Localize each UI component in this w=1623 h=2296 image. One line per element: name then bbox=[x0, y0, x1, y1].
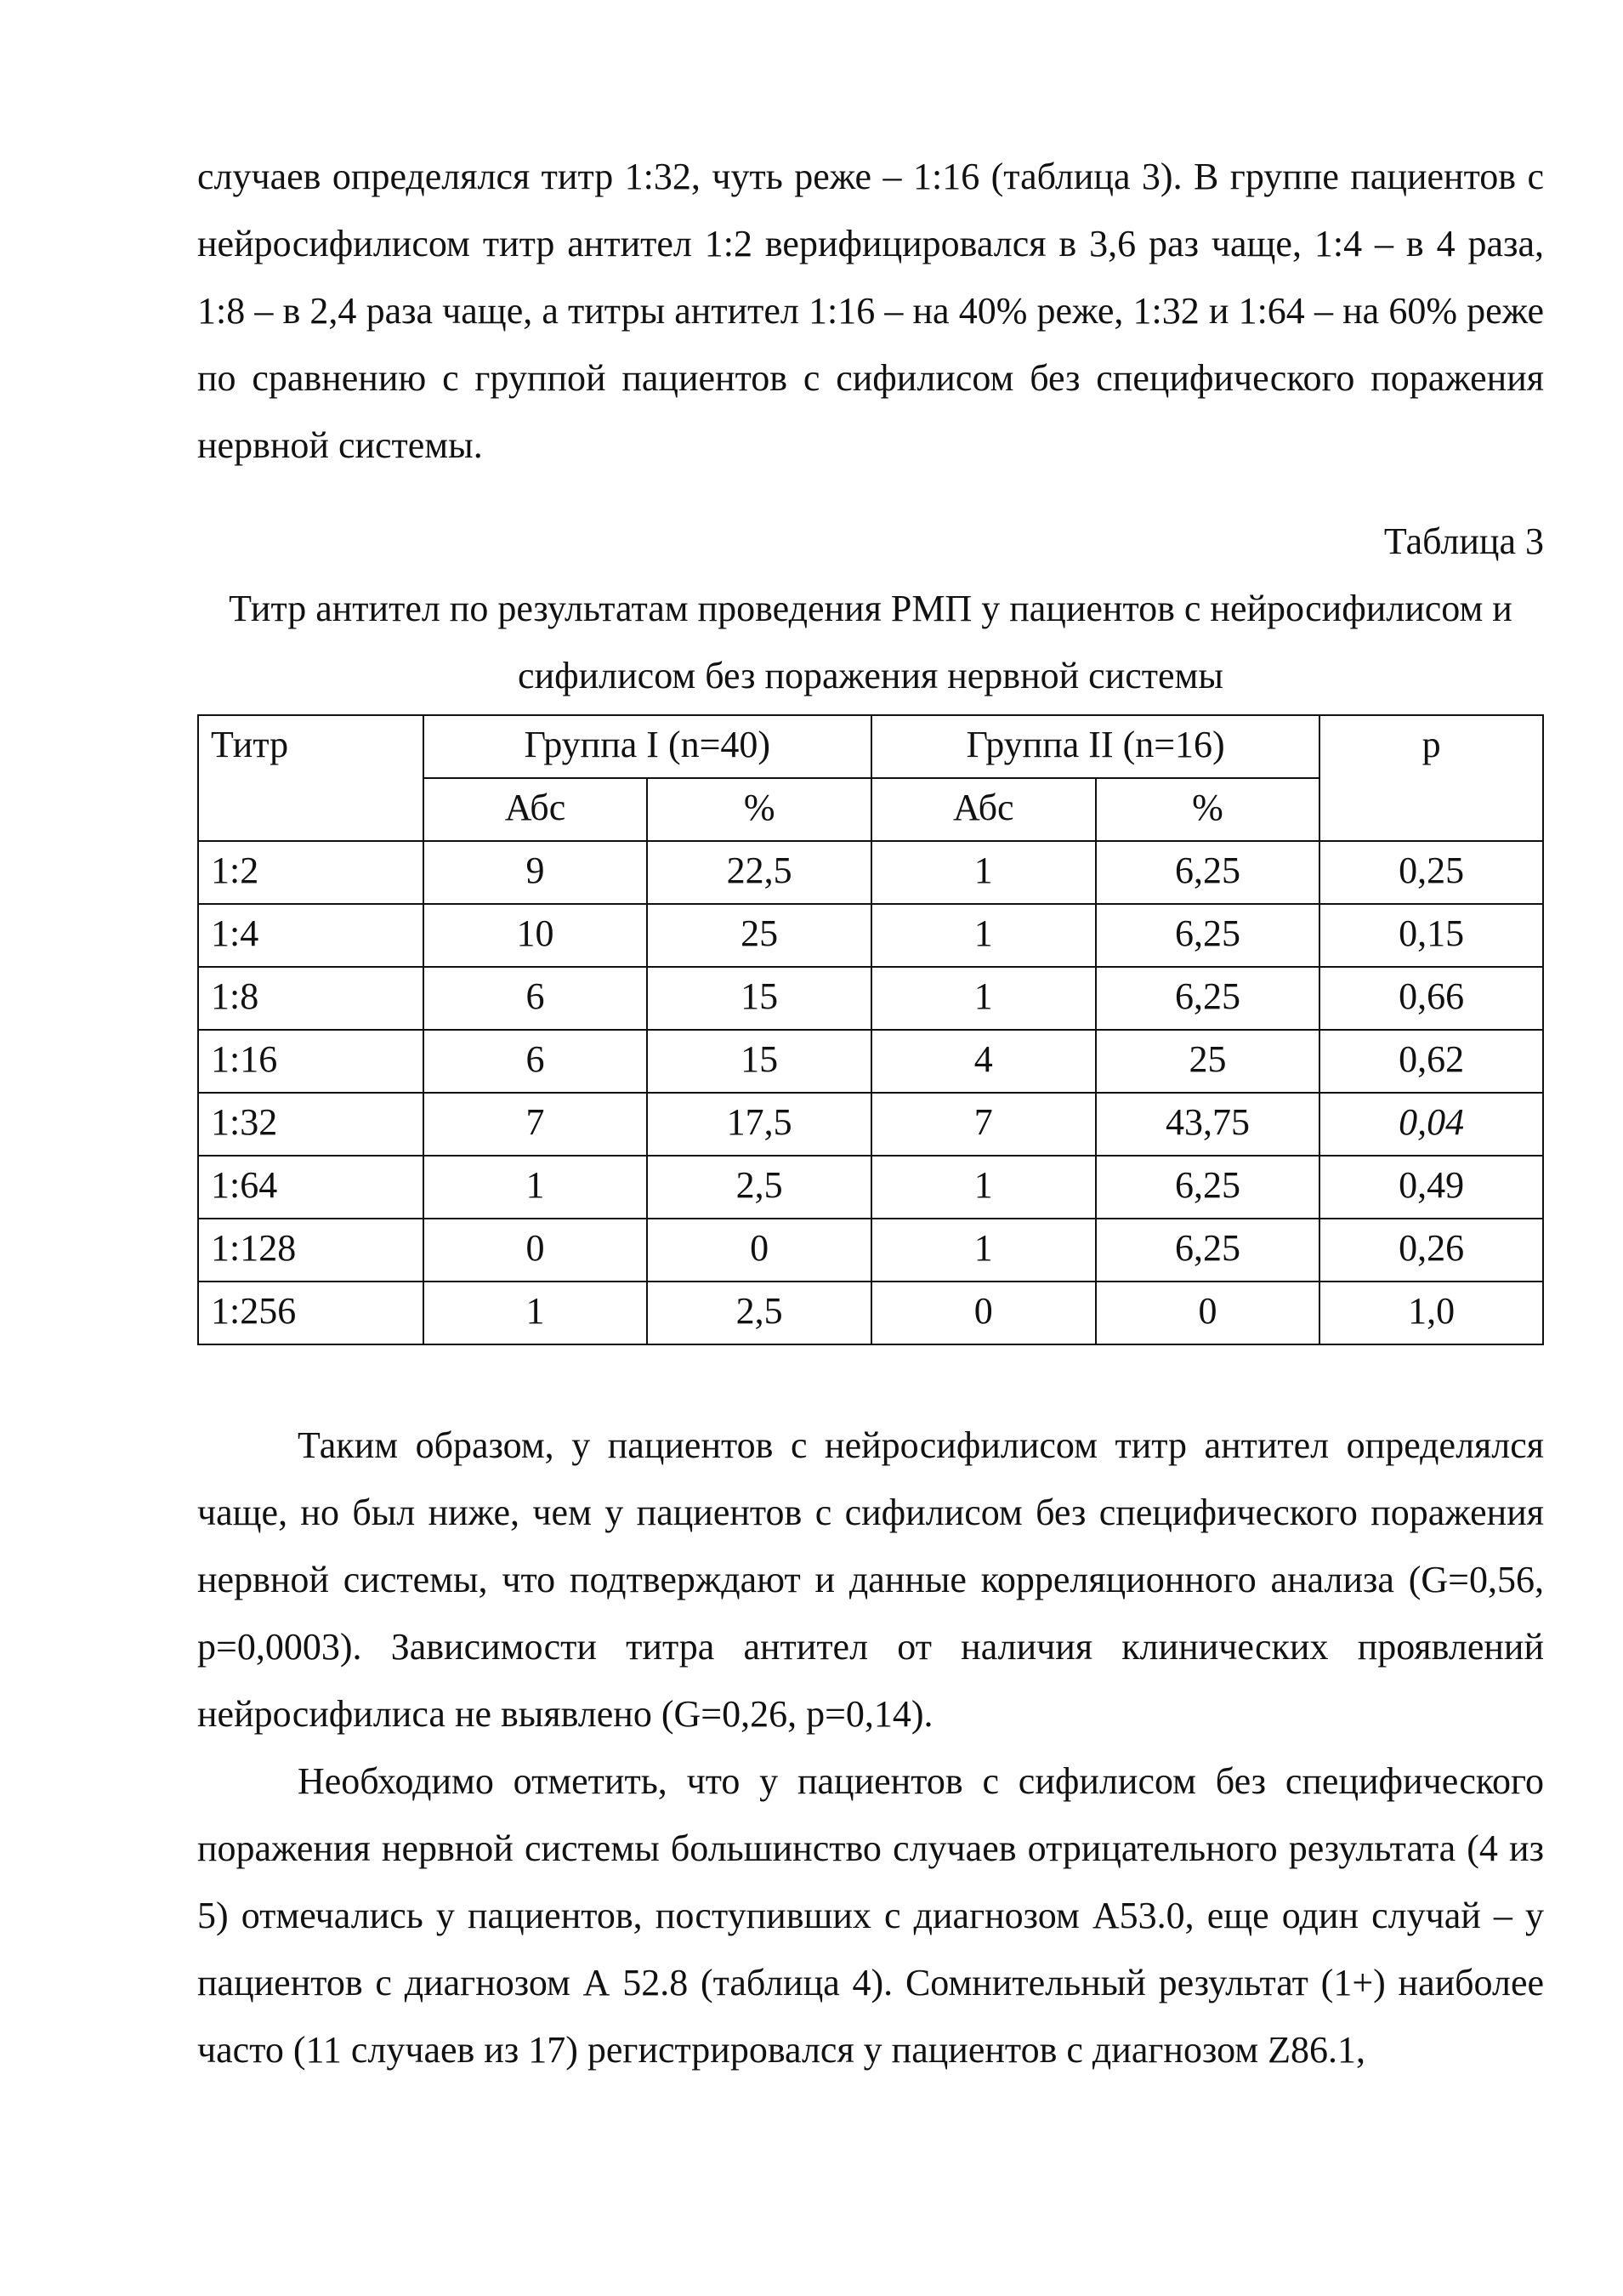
paragraph-conclusion: Таким образом, у пациентов с нейросифилисом титр антител определялся чаще, но был ниже, чем у пациентов с сифилисом без специфического поражения нервной системы, что подтверждают и данные корреляционного анализа (G=0,56, p=0,0003). Зависимости титра антител от наличия клинических проявлений нейросифилиса не выявлено (G=0,26, p=0,14). bbox=[197, 1424, 1544, 1735]
cell-abs-1: 10 bbox=[423, 904, 648, 967]
table-body bbox=[198, 841, 1543, 1344]
cell-abs-2: 1 bbox=[871, 967, 1096, 1030]
cell-titr: 1:32 bbox=[198, 1093, 423, 1156]
cell-abs-2: 1 bbox=[871, 1156, 1096, 1219]
cell-p: 0,15 bbox=[1319, 904, 1543, 967]
cell-abs-1: 7 bbox=[423, 1093, 648, 1156]
paragraph-note: Необходимо отметить, что у пациентов с сифилисом без специфического поражения нервной системы большинство случаев отрицательного результата (4 из 5) отмечались у пациентов, поступивших с диагнозом А53.0, еще один случай – у пациентов с диагнозом А 52.8 (таблица 4). Сомнительный результат (1+) наиболее часто (11 случаев из 17) регистрировался у пациентов с диагнозом Z86.1, bbox=[197, 1760, 1544, 2071]
header-group-2: Группа II (n=16) bbox=[871, 715, 1319, 778]
cell-abs-1: 9 bbox=[423, 841, 648, 904]
cell-pct-1: 15 bbox=[647, 967, 871, 1030]
cell-pct-1: 0 bbox=[647, 1219, 871, 1282]
cell-pct-1: 22,5 bbox=[647, 841, 871, 904]
header-group-1: Группа I (n=40) bbox=[423, 715, 871, 778]
cell-titr: 1:8 bbox=[198, 967, 423, 1030]
header-abs-2: Абс bbox=[871, 778, 1096, 841]
cell-pct-2: 43,75 bbox=[1096, 1093, 1320, 1156]
cell-abs-2: 1 bbox=[871, 904, 1096, 967]
cell-titr: 1:256 bbox=[198, 1282, 423, 1344]
cell-abs-2: 1 bbox=[871, 841, 1096, 904]
table-header-row bbox=[198, 715, 1543, 778]
header-abs-1: Абс bbox=[423, 778, 648, 841]
cell-abs-1: 1 bbox=[423, 1282, 648, 1344]
cell-titr: 1:64 bbox=[198, 1156, 423, 1219]
cell-p: 0,49 bbox=[1319, 1156, 1543, 1219]
cell-pct-2: 6,25 bbox=[1096, 967, 1320, 1030]
cell-abs-2: 1 bbox=[871, 1219, 1096, 1282]
table-row bbox=[198, 1156, 1543, 1219]
cell-pct-1: 2,5 bbox=[647, 1282, 871, 1344]
table-row bbox=[198, 1030, 1543, 1093]
cell-p: 0,66 bbox=[1319, 967, 1543, 1030]
cell-p: 0,25 bbox=[1319, 841, 1543, 904]
cell-pct-2: 0 bbox=[1096, 1282, 1320, 1344]
cell-pct-2: 6,25 bbox=[1096, 1156, 1320, 1219]
cell-pct-2: 6,25 bbox=[1096, 1219, 1320, 1282]
cell-p: 0,26 bbox=[1319, 1219, 1543, 1282]
cell-pct-2: 6,25 bbox=[1096, 841, 1320, 904]
cell-pct-1: 25 bbox=[647, 904, 871, 967]
table-label: Таблица 3 bbox=[1383, 520, 1544, 562]
titer-table bbox=[197, 714, 1544, 1345]
paragraph-intro: случаев определялся титр 1:32, чуть реже – 1:16 (таблица 3). В группе пациентов с нейросифилисом титр антител 1:2 верифицировался в 3,6 раз чаще, 1:4 – в 4 раза, 1:8 – в 2,4 раза чаще, а титры антител 1:16 – на 40% реже, 1:32 и 1:64 – на 60% реже по сравнению с группой пациентов с сифилисом без специфического поражения нервной системы. bbox=[197, 156, 1544, 466]
table-row bbox=[198, 841, 1543, 904]
cell-pct-1: 2,5 bbox=[647, 1156, 871, 1219]
cell-pct-1: 15 bbox=[647, 1030, 871, 1093]
table-row bbox=[198, 967, 1543, 1030]
cell-abs-1: 1 bbox=[423, 1156, 648, 1219]
cell-abs-1: 0 bbox=[423, 1219, 648, 1282]
header-titr: Титр bbox=[198, 715, 423, 841]
cell-p-significant: 0,04 bbox=[1319, 1093, 1543, 1156]
cell-titr: 1:2 bbox=[198, 841, 423, 904]
header-pct-2: % bbox=[1096, 778, 1320, 841]
cell-pct-1: 17,5 bbox=[647, 1093, 871, 1156]
cell-abs-1: 6 bbox=[423, 967, 648, 1030]
document-page bbox=[197, 143, 1544, 2083]
cell-abs-2: 0 bbox=[871, 1282, 1096, 1344]
cell-abs-2: 4 bbox=[871, 1030, 1096, 1093]
cell-titr: 1:128 bbox=[198, 1219, 423, 1282]
cell-pct-2: 6,25 bbox=[1096, 904, 1320, 967]
cell-titr: 1:4 bbox=[198, 904, 423, 967]
table-caption: Титр антител по результатам проведения РМП у пациентов с нейросифилисом и сифилисом без поражения нервной системы bbox=[229, 588, 1512, 696]
cell-titr: 1:16 bbox=[198, 1030, 423, 1093]
header-pct-1: % bbox=[647, 778, 871, 841]
cell-pct-2: 25 bbox=[1096, 1030, 1320, 1093]
table-row bbox=[198, 1282, 1543, 1344]
table-row bbox=[198, 904, 1543, 967]
header-p: р bbox=[1319, 715, 1543, 841]
cell-p: 0,62 bbox=[1319, 1030, 1543, 1093]
cell-abs-1: 6 bbox=[423, 1030, 648, 1093]
table-row bbox=[198, 1219, 1543, 1282]
table-row bbox=[198, 1093, 1543, 1156]
cell-abs-2: 7 bbox=[871, 1093, 1096, 1156]
cell-p: 1,0 bbox=[1319, 1282, 1543, 1344]
